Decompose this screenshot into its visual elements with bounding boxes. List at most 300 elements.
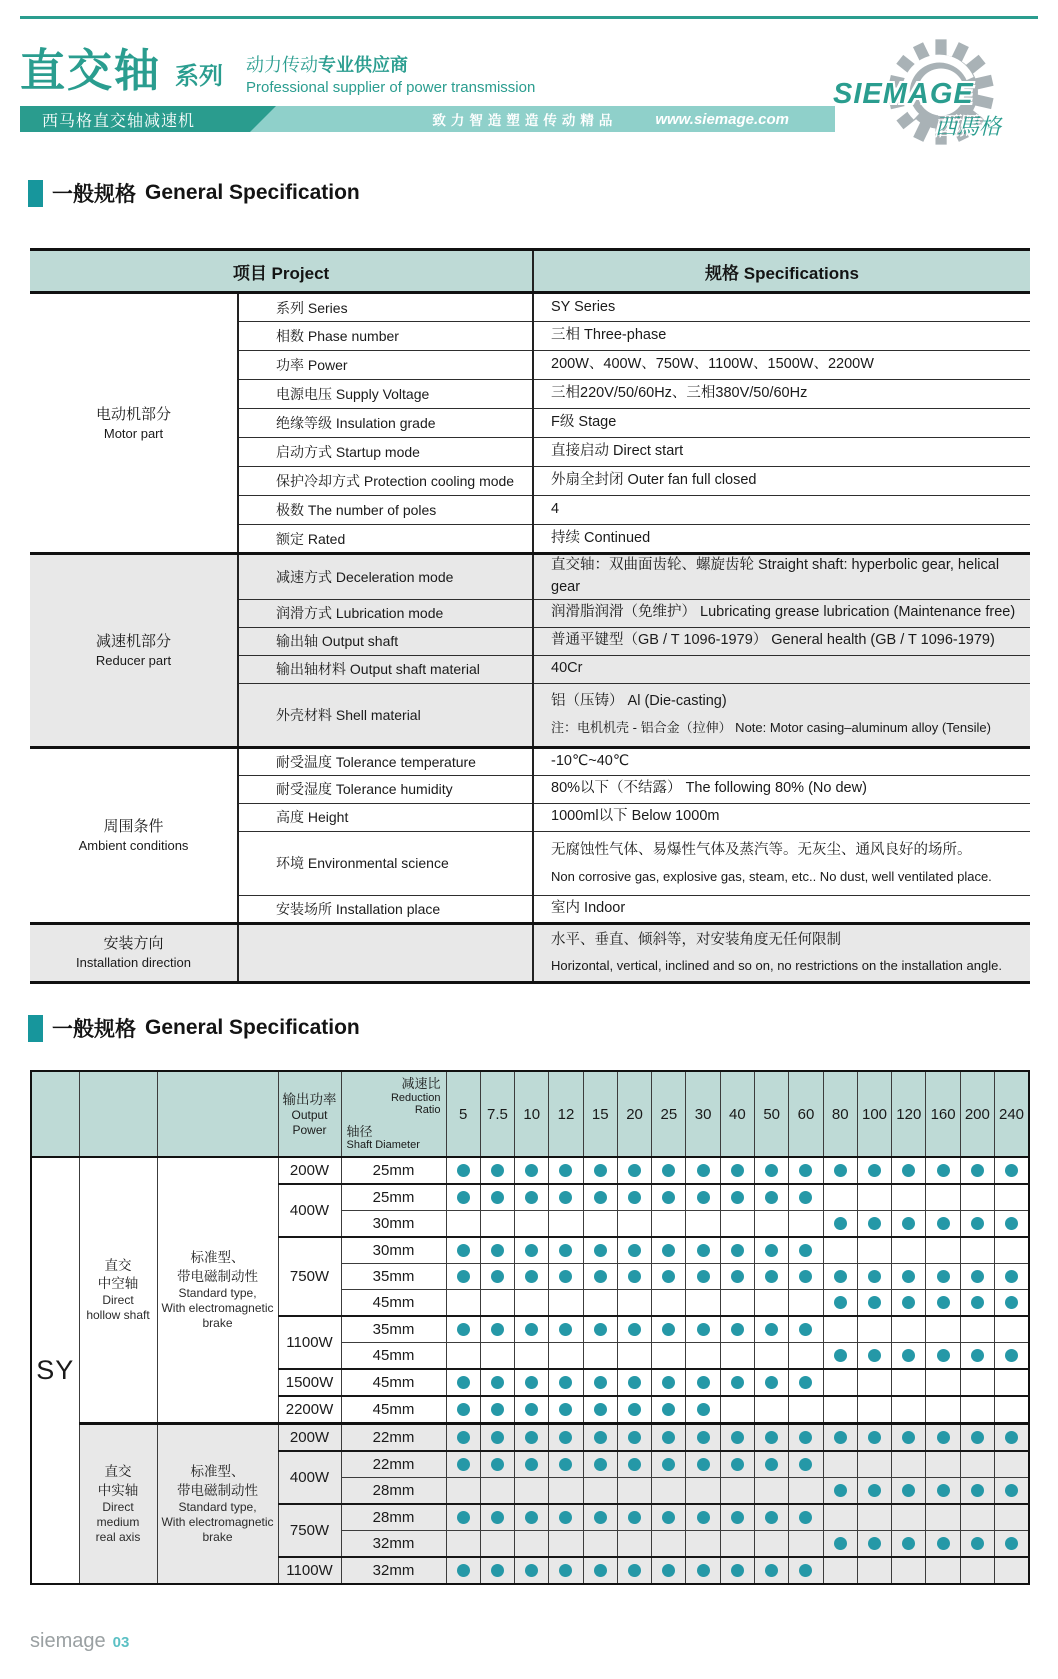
power-cell: 400W xyxy=(278,1184,341,1237)
ratio-dot-cell xyxy=(480,1290,514,1317)
availability-dot xyxy=(525,1164,538,1177)
availability-dot xyxy=(457,1458,470,1471)
availability-dot xyxy=(559,1564,572,1577)
spec-row-value xyxy=(533,409,1030,438)
section1-title-en: General Specification xyxy=(145,181,360,204)
ratio-dot-cell xyxy=(549,1316,583,1343)
ratio-dot-cell xyxy=(617,1478,651,1505)
ratio-dot-cell xyxy=(857,1211,891,1238)
shaft-diameter-cell: 28mm xyxy=(341,1478,446,1505)
shaft-type-en: real axis xyxy=(95,1529,141,1544)
ratio-dot-cell xyxy=(549,1478,583,1505)
ratio-dot-cell xyxy=(995,1478,1030,1505)
spec-row-value xyxy=(533,525,1030,554)
availability-dot xyxy=(937,1270,950,1283)
section-marker-icon xyxy=(28,180,43,207)
availability-dot xyxy=(559,1511,572,1524)
ratio-dot-cell xyxy=(995,1396,1030,1424)
website-link[interactable]: www.siemage.com xyxy=(655,110,789,128)
ratio-dot-cell xyxy=(720,1184,754,1211)
ratio-dot-cell xyxy=(549,1237,583,1264)
reduction-ratio-label xyxy=(391,1076,441,1117)
availability-dot xyxy=(868,1431,881,1444)
availability-dot xyxy=(662,1270,675,1283)
ratio-dot-cell xyxy=(995,1343,1030,1370)
availability-dot xyxy=(697,1244,710,1257)
ratio-dot-cell xyxy=(583,1369,617,1396)
ratio-dot-cell xyxy=(480,1264,514,1290)
ratio-dot-cell xyxy=(995,1237,1030,1264)
availability-dot xyxy=(525,1323,538,1336)
shaft-diameter-cell: 22mm xyxy=(341,1424,446,1452)
ratio-dot-cell xyxy=(926,1184,960,1211)
shaft-type-en: medium xyxy=(96,1514,140,1529)
ratio-dot-cell xyxy=(789,1290,823,1317)
ratio-dot-cell xyxy=(686,1237,720,1264)
ratio-dot-cell xyxy=(480,1396,514,1424)
ratio-dot-cell xyxy=(617,1157,651,1184)
ratio-dot-cell xyxy=(755,1369,789,1396)
ratio-dot-cell xyxy=(446,1504,480,1531)
availability-dot xyxy=(937,1217,950,1230)
ratio-dot-cell xyxy=(549,1424,583,1452)
brake-type-zh: 标准型、 xyxy=(190,1250,245,1266)
spec-group-label xyxy=(30,554,238,748)
ratio-shaft-corner-cell xyxy=(341,1071,446,1157)
spec-row-value xyxy=(533,293,1030,322)
ratio-dot-cell xyxy=(652,1184,686,1211)
ratio-dot-cell xyxy=(720,1316,754,1343)
spec-row-value xyxy=(533,351,1030,380)
availability-dot xyxy=(902,1296,915,1309)
spec-value-line: 1000ml以下 Below 1000m xyxy=(551,808,720,825)
availability-dot xyxy=(628,1376,641,1389)
availability-dot xyxy=(799,1244,812,1257)
spec-row xyxy=(30,554,1030,600)
availability-dot xyxy=(902,1349,915,1362)
spec-row-value xyxy=(533,627,1030,655)
ratio-dot-cell xyxy=(755,1290,789,1317)
ratio-dot-cell xyxy=(823,1343,857,1370)
matrix-header-blank xyxy=(31,1071,79,1157)
availability-dot xyxy=(971,1537,984,1550)
ratio-dot-cell xyxy=(720,1478,754,1505)
ratio-dot-cell xyxy=(789,1478,823,1505)
ratio-dot-cell xyxy=(617,1424,651,1452)
availability-dot xyxy=(594,1403,607,1416)
availability-dot xyxy=(697,1431,710,1444)
availability-dot xyxy=(971,1270,984,1283)
availability-dot xyxy=(525,1244,538,1257)
ratio-dot-cell xyxy=(720,1531,754,1558)
availability-dot xyxy=(559,1376,572,1389)
ratio-dot-cell xyxy=(960,1157,994,1184)
ratio-dot-cell xyxy=(926,1396,960,1424)
ratio-dot-cell xyxy=(480,1369,514,1396)
ratio-dot-cell xyxy=(823,1424,857,1452)
availability-dot xyxy=(868,1217,881,1230)
availability-dot xyxy=(799,1431,812,1444)
availability-dot xyxy=(937,1296,950,1309)
spec-value-line: 铝（压铸） Al (Die-casting) xyxy=(551,693,727,710)
section2-title xyxy=(28,1013,360,1043)
output-power-zh: 输出功率 xyxy=(282,1091,337,1107)
availability-dot xyxy=(662,1191,675,1204)
ratio-dot-cell xyxy=(652,1369,686,1396)
ratio-dot-cell xyxy=(823,1504,857,1531)
spec-row-label: 高度 Height xyxy=(238,803,533,831)
ratio-header: 200 xyxy=(960,1071,994,1157)
ratio-dot-cell xyxy=(926,1478,960,1505)
shaft-diameter-cell: 30mm xyxy=(341,1237,446,1264)
ratio-dot-cell xyxy=(892,1211,926,1238)
tagline-en: Professional supplier of power transmission xyxy=(246,78,536,96)
shaft-diameter-cell: 45mm xyxy=(341,1343,446,1370)
spec-row-label: 电源电压 Supply Voltage xyxy=(238,380,533,409)
spec-value-line: 80%以下（不结露） The following 80% (No dew) xyxy=(551,780,867,797)
shaft-diameter-cell: 45mm xyxy=(341,1369,446,1396)
ratio-dot-cell xyxy=(960,1211,994,1238)
ratio-header: 25 xyxy=(652,1071,686,1157)
ratio-dot-cell xyxy=(720,1290,754,1317)
spec-row-value xyxy=(533,775,1030,803)
availability-dot xyxy=(1005,1349,1018,1362)
ratio-dot-cell xyxy=(995,1290,1030,1317)
matrix-header-blank xyxy=(79,1071,157,1157)
ratio-dot-cell xyxy=(480,1343,514,1370)
availability-dot xyxy=(834,1164,847,1177)
ratio-dot-cell xyxy=(857,1157,891,1184)
spec-row-value xyxy=(533,895,1030,923)
ratio-dot-cell xyxy=(549,1557,583,1584)
ratio-dot-cell xyxy=(515,1557,549,1584)
availability-dot xyxy=(902,1270,915,1283)
ratio-dot-cell xyxy=(789,1211,823,1238)
shaft-diameter-cell: 25mm xyxy=(341,1184,446,1211)
availability-dot xyxy=(559,1191,572,1204)
shaft-type-label xyxy=(79,1157,157,1424)
ratio-dot-cell xyxy=(446,1316,480,1343)
ratio-dot-cell xyxy=(446,1290,480,1317)
ratio-dot-cell xyxy=(583,1211,617,1238)
ratio-dot-cell xyxy=(480,1424,514,1452)
shaft-diameter-cell: 28mm xyxy=(341,1504,446,1531)
ratio-dot-cell xyxy=(789,1343,823,1370)
ratio-dot-cell xyxy=(549,1157,583,1184)
spec-value-line: 直交轴：双曲面齿轮、螺旋齿轮 Straight shaft: hyperbolic gear, helical gear xyxy=(551,557,1000,595)
ratio-dot-cell xyxy=(686,1184,720,1211)
spec-row xyxy=(30,747,1030,775)
availability-dot xyxy=(902,1217,915,1230)
availability-dot xyxy=(937,1431,950,1444)
ratio-dot-cell xyxy=(995,1557,1030,1584)
availability-dot xyxy=(559,1270,572,1283)
ratio-dot-cell xyxy=(720,1504,754,1531)
ratio-dot-cell xyxy=(515,1451,549,1478)
ratio-dot-cell xyxy=(583,1478,617,1505)
ratio-dot-cell xyxy=(583,1531,617,1558)
spec-row-value xyxy=(533,655,1030,683)
ratio-dot-cell xyxy=(789,1157,823,1184)
availability-dot xyxy=(628,1458,641,1471)
ratio-matrix-wrap xyxy=(30,1070,1030,1585)
ratio-dot-cell xyxy=(652,1157,686,1184)
spec-row-label: 输出轴材料 Output shaft material xyxy=(238,655,533,683)
ratio-dot-cell xyxy=(789,1451,823,1478)
spec-group-label xyxy=(30,293,238,554)
shaft-diameter-cell: 35mm xyxy=(341,1264,446,1290)
ratio-dot-cell xyxy=(892,1290,926,1317)
availability-dot xyxy=(1005,1296,1018,1309)
availability-dot xyxy=(662,1403,675,1416)
availability-dot xyxy=(697,1164,710,1177)
power-cell: 1500W xyxy=(278,1369,341,1396)
availability-dot xyxy=(834,1296,847,1309)
tagline-zh-bold: 专业供应商 xyxy=(318,55,408,75)
ratio-dot-cell xyxy=(857,1557,891,1584)
ratio-dot-cell xyxy=(892,1237,926,1264)
availability-dot xyxy=(731,1270,744,1283)
ratio-dot-cell xyxy=(857,1396,891,1424)
ratio-dot-cell xyxy=(789,1424,823,1452)
ratio-dot-cell xyxy=(617,1504,651,1531)
ratio-dot-cell xyxy=(960,1264,994,1290)
availability-dot xyxy=(594,1191,607,1204)
ratio-dot-cell xyxy=(617,1184,651,1211)
series-label: SY xyxy=(31,1157,79,1584)
ratio-dot-cell xyxy=(789,1396,823,1424)
ratio-dot-cell xyxy=(549,1184,583,1211)
ratio-dot-cell xyxy=(583,1343,617,1370)
ratio-dot-cell xyxy=(755,1504,789,1531)
spec-row xyxy=(30,923,1030,982)
availability-dot xyxy=(525,1511,538,1524)
ratio-dot-cell xyxy=(926,1157,960,1184)
brake-type-en: With electromagnetic xyxy=(161,1300,274,1315)
ratio-dot-cell xyxy=(892,1451,926,1478)
ratio-dot-cell xyxy=(515,1157,549,1184)
ratio-dot-cell xyxy=(480,1237,514,1264)
availability-dot xyxy=(1005,1270,1018,1283)
brake-type-zh: 带电磁制动性 xyxy=(177,1268,258,1284)
ratio-header: 15 xyxy=(583,1071,617,1157)
availability-dot xyxy=(868,1484,881,1497)
ratio-dot-cell xyxy=(926,1424,960,1452)
group-label-en: Motor part xyxy=(103,425,164,441)
ratio-dot-cell xyxy=(995,1451,1030,1478)
matrix-table-body xyxy=(31,1157,1029,1584)
ratio-dot-cell xyxy=(686,1211,720,1238)
spec-value-line: F级 Stage xyxy=(551,414,617,431)
availability-dot xyxy=(662,1244,675,1257)
availability-dot xyxy=(457,1191,470,1204)
shaft-en: Shaft Diameter xyxy=(346,1139,420,1152)
output-power-en2: Power xyxy=(292,1122,327,1137)
ratio-dot-cell xyxy=(823,1237,857,1264)
availability-dot xyxy=(662,1431,675,1444)
availability-dot xyxy=(559,1164,572,1177)
spec-row-label: 耐受温度 Tolerance temperature xyxy=(238,747,533,775)
availability-dot xyxy=(491,1403,504,1416)
ratio-zh: 减速比 xyxy=(401,1076,441,1091)
ratio-dot-cell xyxy=(583,1264,617,1290)
ratio-header: 40 xyxy=(720,1071,754,1157)
ratio-dot-cell xyxy=(446,1343,480,1370)
spec-value-line: 注：电机机壳 - 铝合金（拉伸） Note: Motor casing–aluminum alloy (Tensile) xyxy=(551,720,991,736)
shaft-diameter-cell: 35mm xyxy=(341,1316,446,1343)
ratio-dot-cell xyxy=(823,1369,857,1396)
ratio-dot-cell xyxy=(515,1478,549,1505)
shaft-type-zh: 中空轴 xyxy=(97,1276,139,1291)
availability-dot xyxy=(559,1403,572,1416)
ratio-dot-cell xyxy=(480,1157,514,1184)
ratio-en2: Ratio xyxy=(414,1104,441,1117)
ratio-dot-cell xyxy=(995,1531,1030,1558)
ratio-dot-cell xyxy=(960,1290,994,1317)
spec-value-line: 室内 Indoor xyxy=(551,899,626,916)
availability-dot xyxy=(559,1458,572,1471)
spec-value-line: SY Series xyxy=(551,298,616,315)
availability-dot xyxy=(697,1323,710,1336)
section1-title xyxy=(28,178,360,208)
ratio-dot-cell xyxy=(686,1424,720,1452)
availability-dot xyxy=(765,1564,778,1577)
availability-dot xyxy=(559,1323,572,1336)
spec-row-label: 耐受湿度 Tolerance humidity xyxy=(238,775,533,803)
ratio-dot-cell xyxy=(515,1290,549,1317)
availability-dot xyxy=(765,1431,778,1444)
ratio-dot-cell xyxy=(926,1290,960,1317)
shaft-type-label xyxy=(79,1424,157,1585)
spec-row-label: 功率 Power xyxy=(238,351,533,380)
ratio-dot-cell xyxy=(720,1557,754,1584)
top-divider xyxy=(20,16,1038,19)
availability-dot xyxy=(834,1431,847,1444)
ratio-dot-cell xyxy=(960,1557,994,1584)
ratio-dot-cell xyxy=(617,1557,651,1584)
section2-title-en: General Specification xyxy=(145,1016,360,1039)
ratio-dot-cell xyxy=(892,1184,926,1211)
ratio-dot-cell xyxy=(549,1504,583,1531)
ratio-dot-cell xyxy=(823,1396,857,1424)
ratio-dot-cell xyxy=(686,1504,720,1531)
availability-dot xyxy=(765,1270,778,1283)
availability-dot xyxy=(902,1431,915,1444)
ratio-dot-cell xyxy=(892,1264,926,1290)
ratio-dot-cell xyxy=(652,1451,686,1478)
ratio-dot-cell xyxy=(720,1396,754,1424)
availability-dot xyxy=(868,1537,881,1550)
ratio-dot-cell xyxy=(720,1343,754,1370)
availability-dot xyxy=(697,1270,710,1283)
page-title xyxy=(20,45,224,96)
ratio-dot-cell xyxy=(583,1237,617,1264)
ratio-dot-cell xyxy=(549,1369,583,1396)
availability-dot xyxy=(697,1564,710,1577)
ratio-dot-cell xyxy=(755,1237,789,1264)
ratio-dot-cell xyxy=(720,1237,754,1264)
spec-value-line: -10℃~40℃ xyxy=(551,752,630,769)
shaft-type-zh: 中实轴 xyxy=(97,1482,139,1498)
ratio-dot-cell xyxy=(446,1478,480,1505)
ratio-dot-cell xyxy=(446,1211,480,1238)
power-cell: 200W xyxy=(278,1424,341,1452)
availability-dot xyxy=(937,1349,950,1362)
ratio-dot-cell xyxy=(823,1157,857,1184)
ratio-header: 12 xyxy=(549,1071,583,1157)
availability-dot xyxy=(628,1511,641,1524)
ratio-dot-cell xyxy=(652,1264,686,1290)
availability-dot xyxy=(697,1511,710,1524)
availability-dot xyxy=(491,1376,504,1389)
ratio-dot-cell xyxy=(720,1157,754,1184)
availability-dot xyxy=(628,1403,641,1416)
shaft-diameter-cell: 32mm xyxy=(341,1531,446,1558)
shaft-type-zh: 直交 xyxy=(104,1464,132,1480)
ratio-dot-cell xyxy=(446,1157,480,1184)
ratio-dot-cell xyxy=(549,1531,583,1558)
ratio-dot-cell xyxy=(789,1557,823,1584)
spec-row-label: 系列 Series xyxy=(238,293,533,322)
matrix-header-row xyxy=(31,1071,1029,1157)
availability-dot xyxy=(594,1431,607,1444)
banner-product-name: 西马格直交轴减速机 xyxy=(42,112,196,130)
shaft-zh: 轴径 xyxy=(346,1123,373,1139)
ratio-dot-cell xyxy=(583,1290,617,1317)
ratio-dot-cell xyxy=(892,1343,926,1370)
ratio-dot-cell xyxy=(960,1316,994,1343)
ratio-header: 5 xyxy=(446,1071,480,1157)
availability-dot xyxy=(628,1564,641,1577)
ratio-dot-cell xyxy=(652,1290,686,1317)
ratio-dot-cell xyxy=(960,1531,994,1558)
ratio-dot-cell xyxy=(617,1396,651,1424)
matrix-table xyxy=(30,1070,1030,1585)
shaft-type-zh: 直交 xyxy=(104,1257,132,1273)
shaft-diameter-cell: 25mm xyxy=(341,1157,446,1184)
spec-header-specifications: 规格 Specifications xyxy=(533,250,1030,293)
ratio-dot-cell xyxy=(480,1451,514,1478)
ratio-dot-cell xyxy=(515,1237,549,1264)
availability-dot xyxy=(697,1376,710,1389)
ratio-dot-cell xyxy=(926,1557,960,1584)
availability-dot xyxy=(594,1270,607,1283)
ratio-dot-cell xyxy=(960,1504,994,1531)
spec-row-value xyxy=(533,467,1030,496)
availability-dot xyxy=(491,1323,504,1336)
availability-dot xyxy=(662,1323,675,1336)
availability-dot xyxy=(457,1511,470,1524)
ratio-dot-cell xyxy=(652,1424,686,1452)
availability-dot xyxy=(799,1564,812,1577)
availability-dot xyxy=(662,1164,675,1177)
ratio-dot-cell xyxy=(583,1504,617,1531)
spec-row-label: 绝缘等级 Insulation grade xyxy=(238,409,533,438)
availability-dot xyxy=(937,1484,950,1497)
ratio-dot-cell xyxy=(755,1184,789,1211)
ratio-dot-cell xyxy=(617,1531,651,1558)
ratio-dot-cell xyxy=(686,1316,720,1343)
ratio-dot-cell xyxy=(789,1264,823,1290)
shaft-type-en: Direct xyxy=(102,1293,134,1308)
ratio-dot-cell xyxy=(926,1264,960,1290)
availability-dot xyxy=(902,1164,915,1177)
availability-dot xyxy=(834,1484,847,1497)
ratio-dot-cell xyxy=(583,1396,617,1424)
ratio-dot-cell xyxy=(857,1184,891,1211)
ratio-dot-cell xyxy=(960,1396,994,1424)
spec-row-label: 减速方式 Deceleration mode xyxy=(238,554,533,600)
